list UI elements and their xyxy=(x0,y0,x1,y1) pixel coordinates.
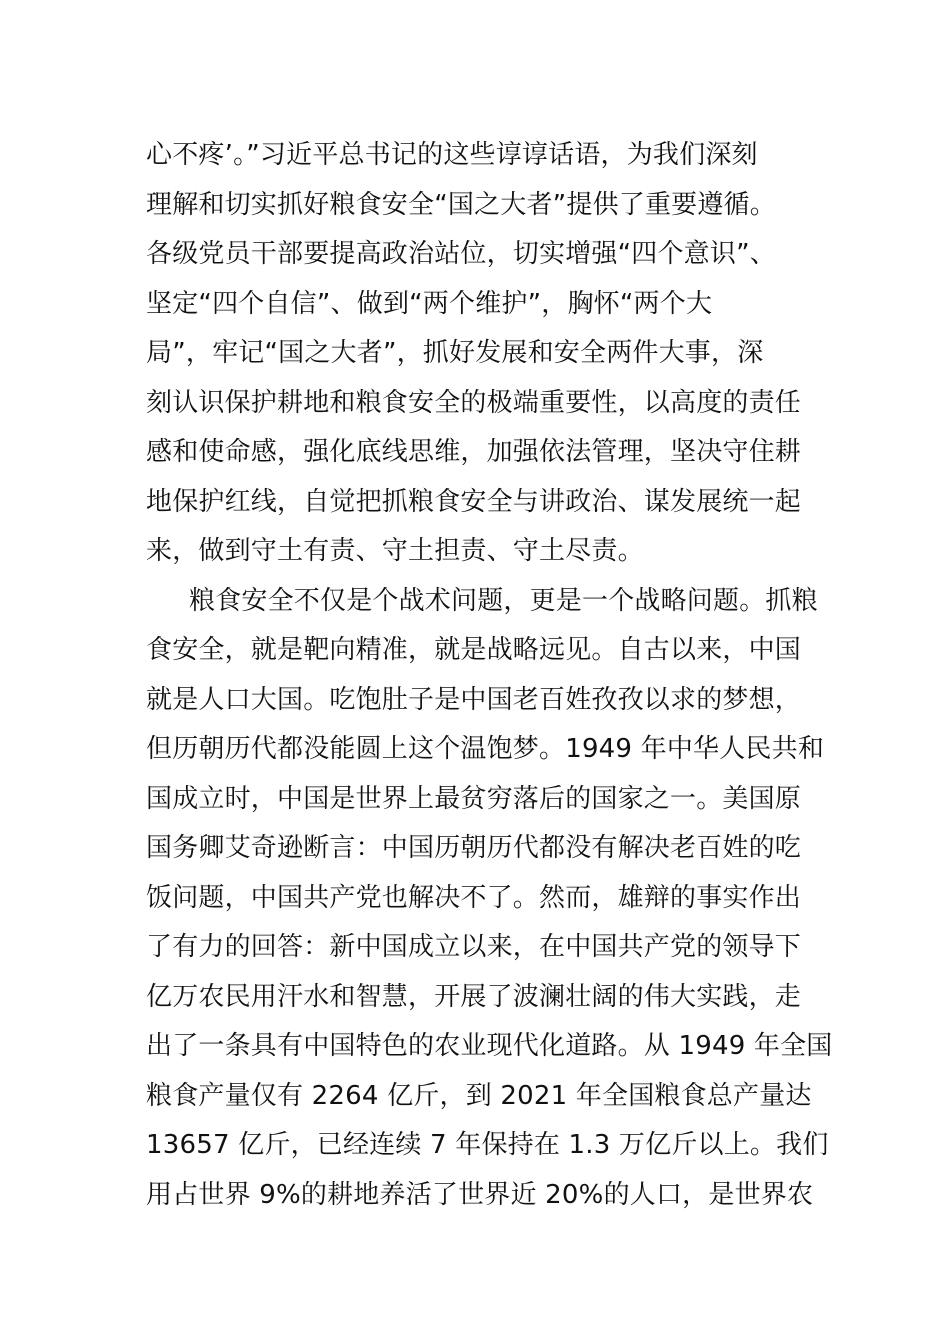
text-line: 国成立时，中国是世界上最贫穷落后的国家之一。美国原 xyxy=(146,783,802,814)
text-line: 局”，牢记“国之大者”，抓好发展和安全两件大事，深 xyxy=(146,338,764,368)
text-line: 感和使命感，强化底线思维，加强依法管理，坚决守住耕 xyxy=(146,437,802,467)
text-line: 出了一条具有中国特色的农业现代化道路。从 1949 年全国 xyxy=(146,1031,833,1061)
text-line: 亿万农民用汗水和智慧，开展了波澜壮阔的伟大实践，走 xyxy=(146,981,802,1012)
text-line: 地保护红线，自觉把抓粮食安全与讲政治、谋发展统一起 xyxy=(146,486,802,517)
text-line: 心不疼’。”习近平总书记的这些谆谆话语，为我们深刻 xyxy=(146,140,758,170)
text-line: 粮食产量仅有 2264 亿斤，到 2021 年全国粮食总产量达 xyxy=(146,1080,812,1111)
text-line: 理解和切实抓好粮食安全“国之大者”提供了重要遵循。 xyxy=(146,189,776,220)
text-line: 坚定“四个自信”、做到“两个维护”，胸怀“两个大 xyxy=(146,288,713,319)
text-line: 国务卿艾奇逊断言：中国历朝历代都没有解决老百姓的吃 xyxy=(146,833,802,863)
body-text xyxy=(146,131,833,1220)
text-line: 刻认识保护耕地和粮食安全的极端重要性，以高度的责任 xyxy=(146,387,802,418)
text-line: 但历朝历代都没能圆上这个温饱梦。1949 年中华人民共和 xyxy=(146,734,825,764)
text-line: 来，做到守土有责、守土担责、守土尽责。 xyxy=(146,536,644,566)
paragraph-start-line: 粮食安全不仅是个战术问题，更是一个战略问题。抓粮 xyxy=(189,585,818,616)
text-line: 饭问题，中国共产党也解决不了。然而，雄辩的事实作出 xyxy=(146,882,802,913)
text-line: 了有力的回答：新中国成立以来，在中国共产党的领导下 xyxy=(146,932,802,962)
text-line: 用占世界 9%的耕地养活了世界近 20%的人口，是世界农 xyxy=(146,1179,814,1210)
text-line: 就是人口大国。吃饱肚子是中国老百姓孜孜以求的梦想， xyxy=(146,684,802,715)
text-line: 13657 亿斤，已经连续 7 年保持在 1.3 万亿斤以上。我们 xyxy=(146,1130,829,1160)
text-line: 食安全，就是靶向精准，就是战略远见。自古以来，中国 xyxy=(146,635,802,665)
text-line: 各级党员干部要提高政治站位，切实增强“四个意识”、 xyxy=(146,239,776,269)
